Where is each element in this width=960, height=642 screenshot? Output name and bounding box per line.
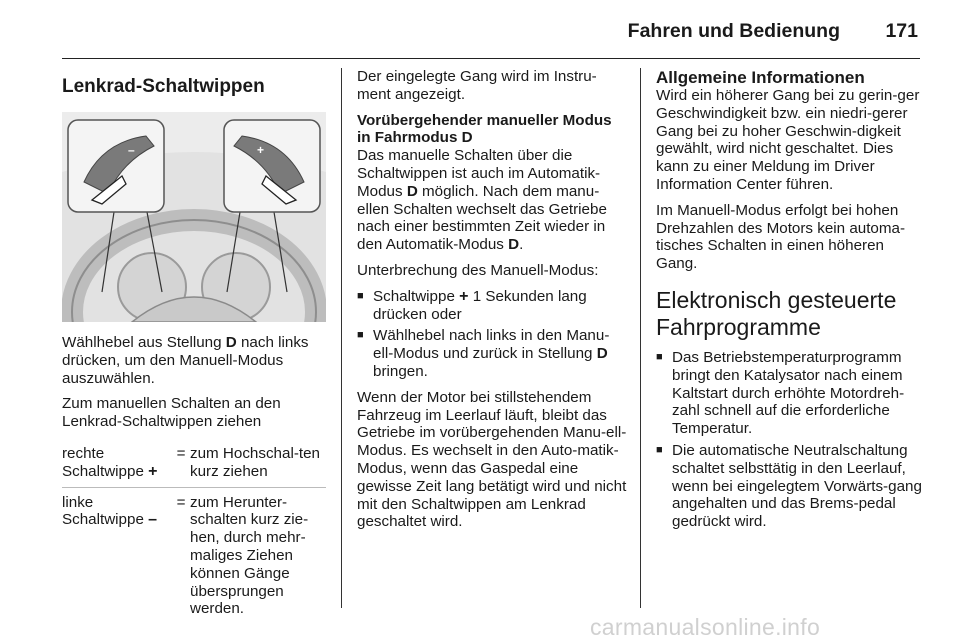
header-title: Fahren und Bedienung: [627, 20, 840, 42]
plus-paddle-label: +: [257, 143, 265, 157]
paragraph-general-info: Wird ein höherer Gang bei zu gerin-ger Geschwindigkeit bzw. ein niedri-gerer Gang bei zu hoher Geschwin-digkeit gewählt, wird nicht geschaltet. Dies kann zu einer Meldung im Driver Information Center führen.: [656, 87, 920, 193]
section-heading: Lenkrad-Schaltwippen: [62, 76, 265, 97]
definition-description: zum Herunter-schalten kurz zie-hen, durch mehr-maliges Ziehen können Gänge übersprungen werden.: [190, 493, 309, 618]
column-3: [656, 68, 926, 539]
column-1: [62, 68, 326, 624]
info-heading: Allgemeine Informationen: [656, 68, 865, 87]
paddle-definition-table: [62, 439, 326, 624]
page-number: 171: [885, 20, 918, 42]
plus-icon: +: [148, 462, 158, 480]
paragraph-gear-display: Der eingelegte Gang wird im Instru-ment angezeigt.: [357, 68, 597, 103]
list-item: ■ Wählhebel nach links in den Manu-ell-Modus und zurück in Stellung D bringen.: [357, 327, 627, 380]
column-2: [357, 68, 627, 539]
definition-term: linke Schaltwippe –: [62, 493, 158, 529]
definition-row-right: [62, 439, 326, 487]
paragraph-select-manual: Wählhebel aus Stellung D nach links drücken, um den Manuell-Modus auszuwählen.: [62, 334, 309, 387]
definition-row-left: [62, 487, 326, 625]
list-item: ■ Das Betriebstemperaturprogramm bringt den Katalysator nach einem Kaltstart durch erhöhte Motordreh-zahl schnell auf die erforderliche Temperatur.: [656, 349, 926, 438]
paragraph-high-rpm: Im Manuell-Modus erfolgt bei hohen Drehzahlen des Motors kein automa-tisches Schalten in einen höheren Gang.: [656, 201, 906, 273]
definition-equals: =: [176, 444, 186, 462]
paragraph-idle: Wenn der Motor bei stillstehendem Fahrzeug im Leerlauf läuft, bleibt das Getriebe im vorübergehenden Manu-ell-Modus. Es wechselt in den Auto-matik-Modus, wenn das Gaspedal eine gewisse Zeit lang betätigt wird und nicht mit den Schaltwippen am Lenkrad geschaltet wird.: [357, 388, 627, 531]
list-item: ■ Die automatische Neutralschaltung schaltet selbsttätig in den Leerlauf, wenn bei eingelegtem Vorwärts-gang angehalten und das Brems-pedal gedrückt wird.: [656, 442, 926, 531]
drive-programs-list: [656, 349, 926, 531]
list-item: ■ Schaltwippe + 1 Sekunden lang drücken oder: [357, 288, 627, 324]
watermark: carmanualsonline.info: [590, 614, 821, 640]
definition-term: rechte Schaltwippe +: [62, 444, 158, 480]
steering-wheel-paddles-image: [62, 112, 326, 322]
minus-icon: –: [148, 511, 158, 529]
page-header: [62, 18, 920, 58]
interrupt-bullet-list: [357, 288, 627, 381]
definition-description: zum Hochschal-ten kurz ziehen: [190, 444, 320, 480]
column-divider-1: [341, 68, 342, 608]
column-divider-2: [640, 68, 641, 608]
header-rule: [62, 58, 920, 59]
big-heading-drive-programs: Elektronisch gesteuerte Fahrprogramme: [656, 286, 897, 340]
definition-equals: =: [176, 493, 186, 511]
minus-paddle-label: –: [128, 143, 135, 157]
paragraph-temporary-manual: Das manuelle Schalten über die Schaltwippen ist auch im Automatik-Modus D möglich. Nach dem manu-ellen Schalten wechselt das Getriebe nach einer bestimmten Zeit wieder in den Automatik-Modus D.: [357, 147, 607, 254]
steering-wheel-illustration: [62, 112, 326, 322]
paragraph-pull-paddles: Zum manuellen Schalten an den Lenkrad-Schaltwippen ziehen: [62, 395, 281, 431]
plus-icon: +: [459, 287, 469, 305]
paragraph-interrupt: Unterbrechung des Manuell-Modus:: [357, 261, 599, 279]
sub-heading-temporary-manual: Vorübergehender manueller Modus in Fahrmodus D: [357, 111, 612, 147]
